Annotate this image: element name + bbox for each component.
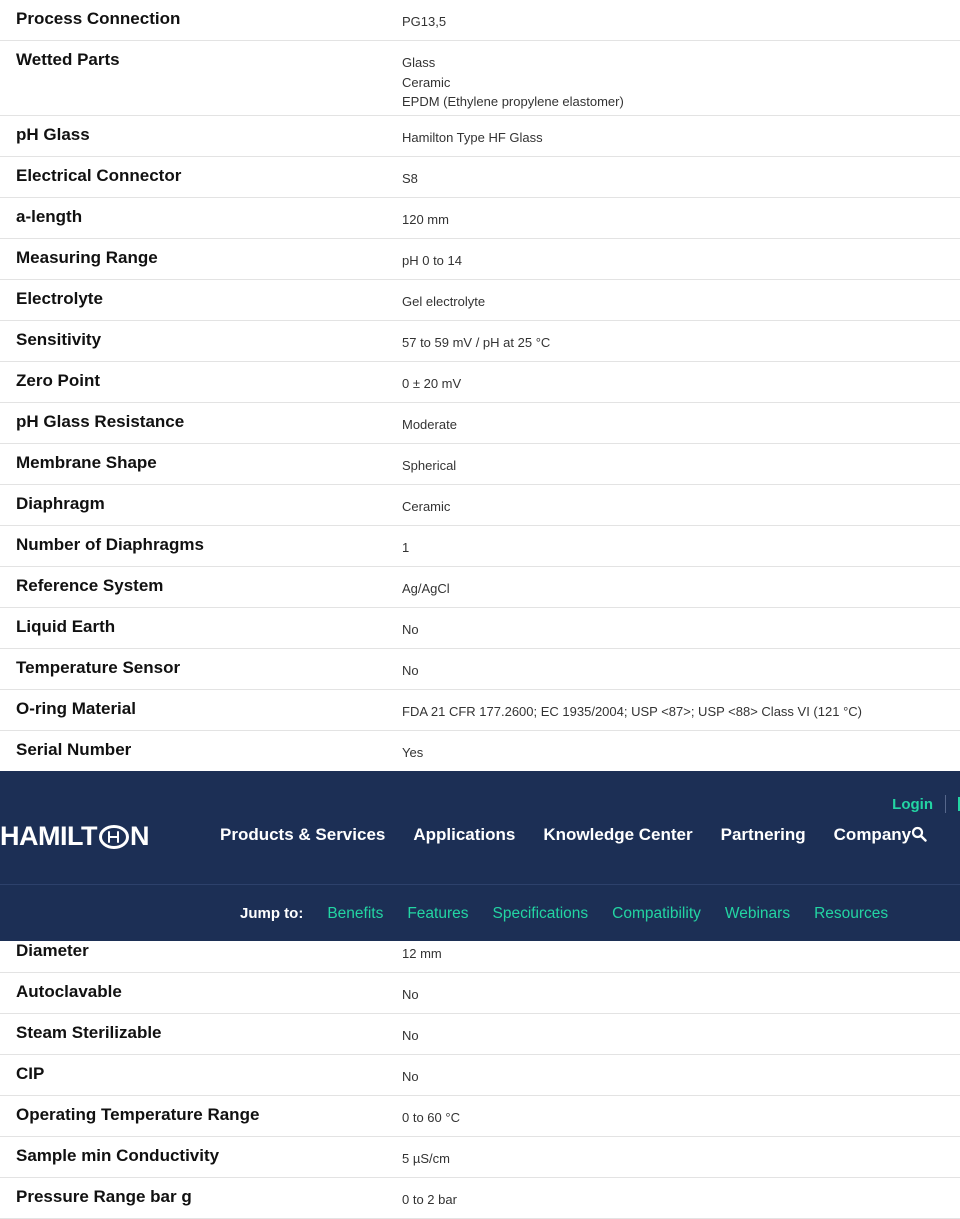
- spec-row: [0, 649, 960, 690]
- spec-label: CIP: [16, 1064, 45, 1083]
- spec-value: [402, 617, 960, 640]
- spec-label: Temperature Sensor: [16, 658, 181, 677]
- spec-row: [0, 690, 960, 731]
- utility-links: [892, 795, 960, 813]
- spec-label: Sample min Conductivity: [16, 1146, 220, 1165]
- spec-label: Liquid Earth: [16, 617, 116, 636]
- jump-link-specifications[interactable]: Specifications: [492, 904, 589, 922]
- jump-link-webinars[interactable]: Webinars: [724, 904, 791, 922]
- spec-label: Autoclavable: [16, 982, 122, 1001]
- spec-row: [0, 41, 960, 116]
- spec-value-line: 0 ± 20 mV: [402, 376, 462, 391]
- spec-value-line: Spherical: [402, 458, 457, 473]
- spec-label: Sensitivity: [16, 330, 102, 349]
- jump-link-benefits[interactable]: Benefits: [327, 904, 384, 922]
- spec-value: [402, 740, 960, 763]
- spec-value-line: Hamilton Type HF Glass: [402, 130, 543, 145]
- spec-value-line: No: [402, 622, 419, 637]
- spec-label: Zero Point: [16, 371, 101, 390]
- spec-value: [402, 699, 960, 722]
- spec-label: Membrane Shape: [16, 453, 157, 472]
- spec-value: [402, 330, 960, 353]
- spec-value-line: Ag/AgCl: [402, 581, 450, 596]
- spec-label: pH Glass Resistance: [16, 412, 185, 431]
- spec-row: [0, 280, 960, 321]
- spec-value-line: S8: [402, 171, 418, 186]
- spec-value: [402, 576, 960, 599]
- jump-link-resources[interactable]: Resources: [814, 904, 889, 922]
- spec-row: [0, 198, 960, 239]
- nav-company[interactable]: Company: [833, 825, 912, 844]
- spec-value-line: Glass: [402, 55, 436, 70]
- spec-label: Diameter: [16, 941, 89, 960]
- jump-to-bar: [0, 884, 960, 942]
- spec-label: Process Connection: [16, 9, 181, 28]
- logo-seal-icon: [99, 825, 129, 849]
- spec-value: [402, 658, 960, 681]
- spec-value: [402, 289, 960, 312]
- spec-value: [402, 1187, 960, 1210]
- spec-row: [0, 731, 960, 772]
- spec-row: [0, 1014, 960, 1055]
- spec-value: [402, 125, 960, 148]
- spec-value: [402, 941, 960, 964]
- spec-value: [402, 982, 960, 1005]
- spec-label: Electrolyte: [16, 289, 103, 308]
- spec-value-line: 0 to 2 bar: [402, 1192, 457, 1207]
- spec-label: a-length: [16, 207, 83, 226]
- spec-row: [0, 526, 960, 567]
- spec-label: Wetted Parts: [16, 50, 120, 69]
- hamilton-logo[interactable]: [0, 821, 149, 852]
- spec-row: [0, 941, 960, 973]
- spec-value-line: EPDM (Ethylene propylene elastomer): [402, 94, 624, 109]
- spec-row: [0, 321, 960, 362]
- spec-label: Steam Sterilizable: [16, 1023, 162, 1042]
- spec-value-line: No: [402, 1028, 419, 1043]
- spec-value-line: Ceramic: [402, 74, 451, 90]
- spec-row: [0, 608, 960, 649]
- spec-row: [0, 973, 960, 1014]
- spec-value-line: No: [402, 1069, 419, 1084]
- jump-to-label: Jump to:: [240, 905, 304, 922]
- spec-row: [0, 1178, 960, 1219]
- nav-knowledge-center[interactable]: Knowledge Center: [543, 825, 693, 844]
- spec-value-line: No: [402, 663, 419, 678]
- spec-row: [0, 485, 960, 526]
- spec-label: Pressure Range bar g: [16, 1187, 192, 1206]
- nav-applications[interactable]: Applications: [413, 825, 516, 844]
- spec-value-line: 5 µS/cm: [402, 1151, 450, 1166]
- spec-row: [0, 116, 960, 157]
- spec-label: Diaphragm: [16, 494, 105, 513]
- spec-value: [402, 248, 960, 271]
- nav-products-services[interactable]: Products & Services: [220, 825, 386, 844]
- spec-value-line: FDA 21 CFR 177.2600; EC 1935/2004; USP <87>; USP <88> Class VI (121 °C): [402, 704, 862, 719]
- spec-value-line: pH 0 to 14: [402, 253, 462, 268]
- spec-value: [402, 1023, 960, 1046]
- login-link[interactable]: Login: [892, 795, 933, 813]
- utility-divider: [945, 795, 946, 813]
- spec-value: [402, 494, 960, 517]
- spec-value-line: 0 to 60 °C: [402, 1110, 460, 1125]
- nav-partnering[interactable]: Partnering: [720, 825, 806, 844]
- spec-value: [402, 9, 960, 32]
- spec-row: [0, 567, 960, 608]
- main-navigation: [220, 825, 939, 845]
- jump-link-compatibility[interactable]: Compatibility: [612, 904, 701, 922]
- spec-label: pH Glass: [16, 125, 90, 144]
- logo-text-start: HAMILT: [0, 821, 97, 851]
- spec-row: [0, 362, 960, 403]
- search-icon[interactable]: [911, 826, 927, 842]
- spec-value-line: No: [402, 987, 419, 1002]
- spec-label: Electrical Connector: [16, 166, 182, 185]
- spec-value-line: PG13,5: [402, 14, 447, 29]
- spec-value: [402, 1064, 960, 1087]
- spec-row: [0, 403, 960, 444]
- spec-value-line: 12 mm: [402, 946, 442, 961]
- spec-row: [0, 0, 960, 41]
- spec-label: Operating Temperature Range: [16, 1105, 260, 1124]
- spec-value-line: 120 mm: [402, 212, 449, 227]
- spec-label: Measuring Range: [16, 248, 158, 267]
- spec-value: [402, 535, 960, 558]
- site-header: [0, 771, 960, 941]
- spec-row: [0, 1096, 960, 1137]
- spec-value: [402, 371, 960, 394]
- spec-value: [402, 1105, 960, 1128]
- spec-row: [0, 1137, 960, 1178]
- spec-value: [402, 1146, 960, 1169]
- spec-label: Serial Number: [16, 740, 132, 759]
- spec-table-bottom: [0, 941, 960, 1219]
- spec-label: Number of Diaphragms: [16, 535, 204, 554]
- spec-row: [0, 157, 960, 198]
- spec-row: [0, 444, 960, 485]
- spec-value-line: Moderate: [402, 417, 457, 432]
- spec-row: [0, 239, 960, 280]
- logo-text-end: N: [129, 821, 149, 851]
- spec-value-line: Ceramic: [402, 499, 451, 514]
- spec-value: [402, 453, 960, 476]
- spec-value: [402, 207, 960, 230]
- spec-label: Reference System: [16, 576, 164, 595]
- spec-value-line: 57 to 59 mV / pH at 25 °C: [402, 335, 551, 350]
- spec-value: [402, 412, 960, 435]
- spec-label: O-ring Material: [16, 699, 136, 718]
- spec-row: [0, 1055, 960, 1096]
- jump-link-features[interactable]: Features: [407, 904, 469, 922]
- spec-value-line: Yes: [402, 745, 424, 760]
- spec-value-line: 1: [402, 540, 410, 555]
- spec-value-line: Gel electrolyte: [402, 294, 486, 309]
- spec-value: [402, 50, 960, 112]
- spec-value: [402, 166, 960, 189]
